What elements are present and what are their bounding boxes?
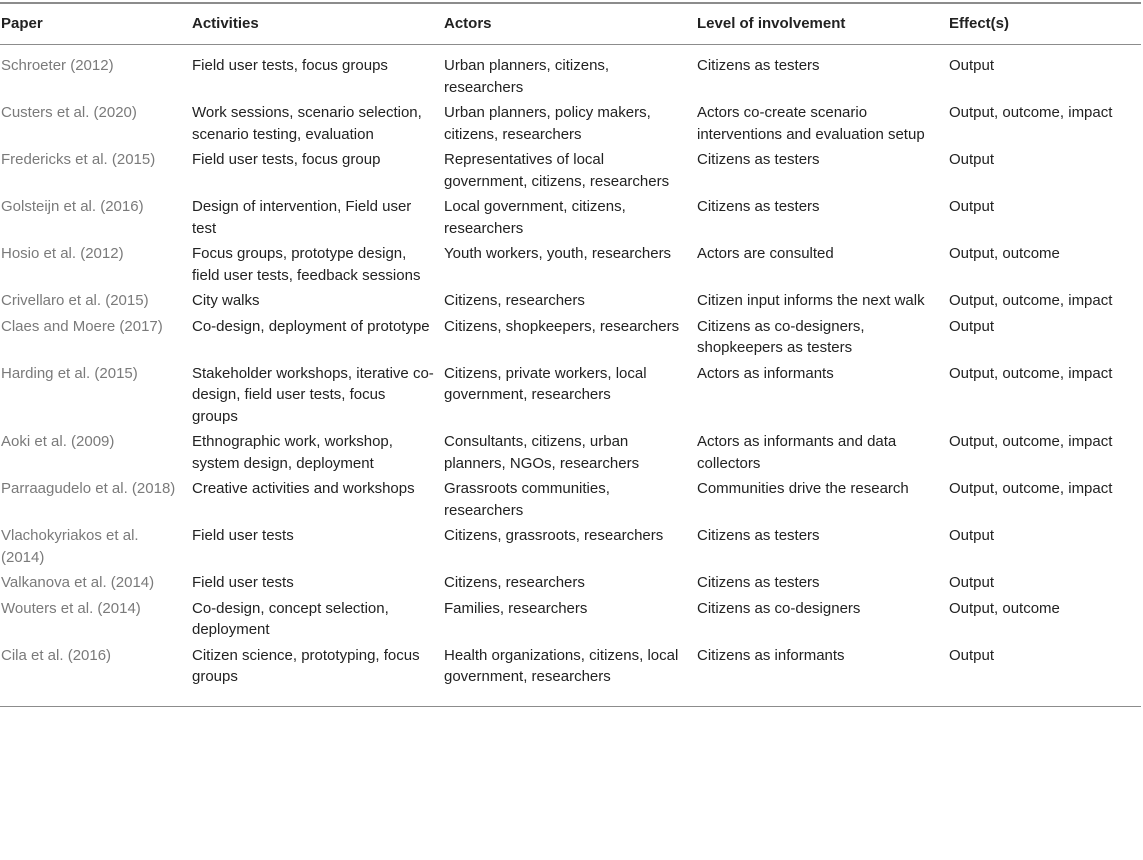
- cell-activities: Design of intervention, Field user test: [192, 198, 412, 237]
- table-row: [0, 428, 1141, 475]
- cell-paper: Crivellaro et al. (2015): [1, 292, 149, 309]
- cell-actors: Health organizations, citizens, local government, researchers: [444, 646, 679, 685]
- table-row: [0, 240, 1141, 287]
- cell-activities: Citizen science, prototyping, focus groups: [192, 646, 420, 685]
- header-effects: Effect(s): [949, 15, 1010, 33]
- cell-level-of-involvement: Citizens as testers: [697, 527, 820, 544]
- cell-effects: Output, outcome, impact: [949, 433, 1113, 450]
- cell-effects: Output: [949, 527, 995, 544]
- cell-level-of-involvement: Citizens as testers: [697, 198, 820, 215]
- cell-level-of-involvement: Citizens as testers: [697, 151, 820, 168]
- cell-effects: Output: [949, 198, 995, 215]
- cell-effects: Output: [949, 646, 995, 664]
- cell-actors: Citizens, researchers: [444, 292, 585, 309]
- cell-effects: Output, outcome, impact: [949, 480, 1113, 497]
- table-row: [0, 45, 1141, 100]
- table-row: [0, 313, 1141, 360]
- header-actors: Actors: [444, 15, 492, 33]
- cell-activities: Field user tests: [192, 527, 294, 544]
- cell-level-of-involvement: Citizens as testers: [697, 57, 820, 74]
- cell-paper: Custers et al. (2020): [1, 104, 137, 121]
- cell-paper: Aoki et al. (2009): [1, 433, 115, 450]
- cell-activities: Field user tests: [192, 574, 294, 591]
- table-row: [0, 522, 1141, 569]
- cell-paper: Valkanova et al. (2014): [1, 574, 155, 591]
- cell-effects: Output, outcome: [949, 245, 1060, 262]
- cell-activities: Work sessions, scenario selection, scenario testing, evaluation: [192, 104, 422, 143]
- table-row: [0, 595, 1141, 642]
- table-row: [0, 146, 1141, 193]
- table-row: [0, 642, 1141, 707]
- cell-actors: Citizens, shopkeepers, researchers: [444, 317, 680, 335]
- header-row: [0, 3, 1141, 45]
- cell-level-of-involvement: Communities drive the research: [697, 480, 909, 497]
- cell-level-of-involvement: Actors are consulted: [697, 245, 834, 262]
- cell-paper: Cila et al. (2016): [1, 646, 112, 664]
- cell-actors: Families, researchers: [444, 599, 588, 617]
- table-row: [0, 193, 1141, 240]
- cell-level-of-involvement: Actors as informants: [697, 364, 834, 382]
- cell-paper: Parraagudelo et al. (2018): [1, 480, 176, 497]
- cell-paper: Hosio et al. (2012): [1, 245, 124, 262]
- cell-effects: Output, outcome, impact: [949, 104, 1113, 121]
- table-row: [0, 287, 1141, 313]
- header-level-of-involvement: Level of involvement: [697, 15, 846, 33]
- cell-level-of-involvement: Citizens as testers: [697, 574, 820, 591]
- cell-paper: Harding et al. (2015): [1, 364, 138, 382]
- cell-activities: Field user tests, focus groups: [192, 57, 388, 74]
- cell-actors: Citizens, researchers: [444, 574, 585, 591]
- participation-table: [0, 2, 1141, 707]
- table-header: [0, 3, 1141, 45]
- cell-actors: Local government, citizens, researchers: [444, 198, 626, 237]
- cell-actors: Urban planners, policy makers, citizens, researchers: [444, 104, 651, 143]
- cell-level-of-involvement: Actors co-create scenario interventions and evaluation setup: [697, 104, 925, 143]
- cell-activities: Co-design, concept selection, deployment: [192, 599, 389, 638]
- cell-level-of-involvement: Citizen input informs the next walk: [697, 292, 925, 309]
- cell-actors: Citizens, private workers, local government, researchers: [444, 364, 647, 403]
- cell-level-of-involvement: Citizens as informants: [697, 646, 845, 664]
- table-row: [0, 99, 1141, 146]
- cell-paper: Vlachokyriakos et al. (2014): [1, 527, 139, 566]
- cell-activities: Ethnographic work, workshop, system design, deployment: [192, 433, 393, 472]
- cell-actors: Consultants, citizens, urban planners, NGOs, researchers: [444, 433, 640, 472]
- cell-paper: Wouters et al. (2014): [1, 599, 141, 617]
- table-body: [0, 45, 1141, 707]
- cell-paper: Schroeter (2012): [1, 57, 114, 74]
- table-row: [0, 475, 1141, 522]
- cell-activities: Focus groups, prototype design, field user tests, feedback sessions: [192, 245, 421, 284]
- table-row: [0, 569, 1141, 595]
- cell-activities: Field user tests, focus group: [192, 151, 381, 168]
- cell-effects: Output, outcome, impact: [949, 292, 1113, 309]
- cell-actors: Citizens, grassroots, researchers: [444, 527, 664, 544]
- cell-paper: Fredericks et al. (2015): [1, 151, 156, 168]
- cell-activities: Creative activities and workshops: [192, 480, 415, 497]
- cell-activities: City walks: [192, 292, 260, 309]
- header-activities: Activities: [192, 15, 259, 33]
- cell-effects: Output: [949, 151, 995, 168]
- header-paper: Paper: [1, 15, 43, 33]
- cell-effects: Output: [949, 574, 995, 591]
- cell-actors: Youth workers, youth, researchers: [444, 245, 672, 262]
- cell-effects: Output: [949, 57, 995, 74]
- cell-activities: Stakeholder workshops, iterative co-design, field user tests, focus groups: [192, 364, 434, 425]
- cell-effects: Output, outcome, impact: [949, 364, 1113, 382]
- cell-level-of-involvement: Citizens as co-designers, shopkeepers as testers: [697, 317, 865, 356]
- cell-paper: Golsteijn et al. (2016): [1, 198, 144, 215]
- cell-actors: Urban planners, citizens, researchers: [444, 57, 610, 96]
- cell-effects: Output: [949, 317, 995, 335]
- cell-level-of-involvement: Citizens as co-designers: [697, 599, 861, 617]
- cell-paper: Claes and Moere (2017): [1, 317, 163, 335]
- table-row: [0, 360, 1141, 429]
- cell-actors: Grassroots communities, researchers: [444, 480, 610, 519]
- cell-activities: Co-design, deployment of prototype: [192, 317, 430, 335]
- cell-effects: Output, outcome: [949, 599, 1060, 617]
- cell-actors: Representatives of local government, citizens, researchers: [444, 151, 670, 190]
- cell-level-of-involvement: Actors as informants and data collectors: [697, 433, 897, 472]
